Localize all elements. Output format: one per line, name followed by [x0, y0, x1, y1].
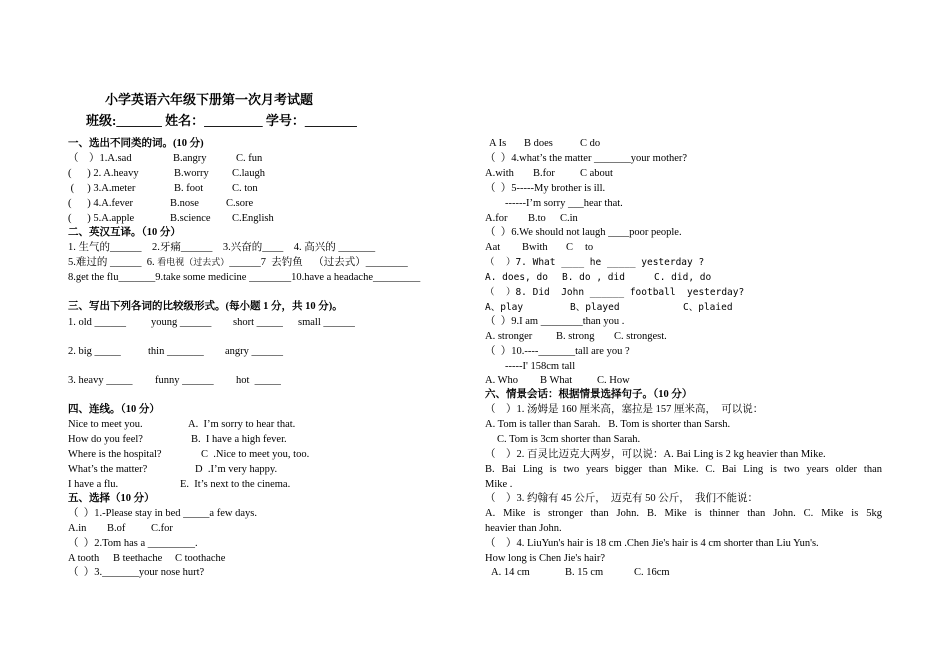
s6-q3: （ ）3. 约翰有 45 公斤， 迈克有 50 公斤， 我们不能说：: [485, 493, 758, 504]
s4-left-item: Nice to meet you.: [68, 419, 143, 430]
s1-q1-b: B.angry: [173, 153, 207, 164]
section-3-heading: 三、写出下列各词的比较级形式。(每小题 1 分，共 10 分)。: [68, 301, 343, 312]
section-1-heading: 一、选出不同类的词。(10 分): [68, 138, 204, 149]
s3-item: short _____: [233, 317, 283, 328]
s1-q5-b: B.science: [170, 213, 211, 224]
s5-q7-opt: B. do , did: [562, 272, 625, 283]
s5-q9-opt: C. strongest.: [614, 331, 667, 342]
s1-q3-c: C. ton: [232, 183, 258, 194]
s4-left-item: I have a flu.: [68, 479, 119, 490]
s6-q3-b: heavier than John.: [485, 523, 562, 534]
s3-item: hot _____: [236, 375, 281, 386]
s5-q1-opt: C.for: [151, 523, 173, 534]
s1-q3-b: B. foot: [174, 183, 204, 194]
s5-q4: （ ）4.what’s the matter _______your mother?: [485, 153, 688, 164]
section-4-heading: 四、连线。（10 分）: [68, 404, 160, 415]
s5-q8-opt: A、play: [485, 302, 524, 313]
s2-line-1: 1. 生气的______ 2.牙痛______ 3.兴奋的____ 4. 高兴的 _______: [68, 242, 376, 253]
s3-item: young ______: [151, 317, 212, 328]
s1-q4: ( ) 4.A.fever: [68, 198, 134, 209]
s5-q3: （ ）3._______your nose hurt?: [68, 567, 205, 578]
s3-item: thin _______: [148, 346, 204, 357]
s5-q2: （ ）2.Tom has a _________.: [68, 538, 198, 549]
s5-q2-opt: A tooth: [68, 553, 100, 564]
s5-q8-opt: B、played: [570, 302, 620, 313]
s5-q3-opt: A Is: [489, 138, 507, 149]
s6-q3-a: A. Mike is stronger than John. B. Mike is thinner than John. C. Mike is 5kg: [485, 508, 882, 519]
s5-q6: （ ）6.We should not laugh ____poor people.: [485, 227, 682, 238]
s3-item: 1. old ______: [68, 317, 127, 328]
s1-q2-c: C.laugh: [232, 168, 265, 179]
s6-q4-opt: B. 15 cm: [565, 567, 604, 578]
s4-right-item: D .I’m very happy.: [195, 464, 278, 475]
s5-q3-opt: C do: [580, 138, 601, 149]
student-info-line: 班级:_______ 姓名：_________ 学号：________: [86, 113, 357, 128]
s4-left-item: What’s the matter?: [68, 464, 148, 475]
s5-q9: （ ）9.I am ________than you .: [485, 316, 625, 327]
s5-q2-opt: B teethache: [113, 553, 163, 564]
s5-q8-opt: C、plaied: [683, 302, 733, 313]
s5-q6-opt: to: [585, 242, 594, 253]
s1-q1-c: C. fun: [236, 153, 263, 164]
s6-q1-c: C. Tom is 3cm shorter than Sarah.: [497, 434, 641, 445]
s5-q9-opt: A. stronger: [485, 331, 533, 342]
s2-line-2c: ______7 去钓鱼 （过去式）________: [229, 257, 408, 268]
s6-q4-b: How long is Chen Jie's hair?: [485, 553, 606, 564]
section-5-heading: 五、选择（10 分）: [68, 493, 155, 504]
s5-q4-opt: A.with: [485, 168, 514, 179]
s6-q1-a: A. Tom is taller than Sarah. B. Tom is shorter than Sarsh.: [485, 419, 731, 430]
s3-item: angry ______: [225, 346, 284, 357]
s5-q7-opt: A. does, do: [485, 272, 548, 283]
s6-q2-c: Mike .: [485, 479, 513, 490]
s5-q7: （ ）7. What ____ he _____ yesterday ?: [485, 257, 705, 268]
s1-q1: （ ）1.A.sad: [68, 153, 132, 164]
s4-left-item: How do you feel?: [68, 434, 143, 445]
s5-q6-opt: Bwith: [522, 242, 548, 253]
section-6-heading: 六、情景会话：根据情景选择句子。（10 分）: [485, 389, 693, 400]
s5-q1-opt: B.of: [107, 523, 126, 534]
s5-q2-opt: C toothache: [175, 553, 226, 564]
s6-q4: （ ）4. LiuYun's hair is 18 cm .Chen Jie's hair is 4 cm shorter than Liu Yun's.: [485, 538, 819, 549]
s5-q9-opt: B. strong: [556, 331, 595, 342]
s1-q4-c: C.sore: [226, 198, 254, 209]
s6-q4-opt: A. 14 cm: [491, 567, 530, 578]
s6-q1: （ ）1. 汤姆是 160 厘米高，塞拉是 157 厘米高， 可以说：: [485, 404, 764, 415]
s5-q4-opt: C about: [580, 168, 613, 179]
s5-q5-opt: C.in: [560, 213, 578, 224]
page-title: 小学英语六年级下册第一次月考试题: [105, 92, 314, 107]
s5-q5-reply: ------I’m sorry ___hear that.: [505, 198, 623, 209]
s5-q5-opt: A.for: [485, 213, 508, 224]
s3-item: small ______: [298, 317, 355, 328]
s5-q10-opt: C. How: [597, 375, 630, 386]
s5-q6-opt: C: [566, 242, 574, 253]
section-2-heading: 二、英汉互译。（10 分）: [68, 227, 181, 238]
s3-item: funny ______: [155, 375, 214, 386]
s1-q5: ( ) 5.A.apple: [68, 213, 135, 224]
s5-q8: （ ）8. Did John ______ football yesterday?: [485, 287, 745, 298]
s1-q5-c: C.English: [232, 213, 274, 224]
s5-q10-opt: A. Who: [485, 375, 519, 386]
s2-line-2b: 看电视（过去式）: [157, 257, 230, 267]
s5-q7-opt: C. did, do: [654, 272, 712, 283]
s6-q2-b: B. Bai Ling is two years bigger than Mike. C. Bai Ling is two years older than: [485, 464, 882, 475]
s6-q4-opt: C. 16cm: [634, 567, 670, 578]
s4-left-item: Where is the hospital?: [68, 449, 162, 460]
s4-right-item: E. It’s next to the cinema.: [180, 479, 291, 490]
s2-line-2: [68, 256, 408, 269]
s5-q5-opt: B.to: [528, 213, 546, 224]
s1-q2: ( ) 2. A.heavy: [68, 168, 139, 179]
s1-q3: ( ) 3.A.meter: [68, 183, 136, 194]
s6-q2: （ ）2. 百灵比迈克大两岁，可以说：A. Bai Ling is 2 kg heavier than Mike.: [485, 449, 826, 460]
s5-q3-opt: B does: [524, 138, 553, 149]
s5-q4-opt: B.for: [533, 168, 555, 179]
s5-q10: （ ）10.----_______tall are you ?: [485, 346, 630, 357]
s3-item: 3. heavy _____: [68, 375, 133, 386]
s1-q4-b: B.nose: [170, 198, 199, 209]
s3-item: 2. big _____: [68, 346, 121, 357]
s4-right-item: B. I have a high fever.: [191, 434, 287, 445]
s2-line-3: 8.get the flu_______9.take some medicine ________10.have a headache_________: [68, 272, 421, 283]
s5-q6-opt: Aat: [485, 242, 501, 253]
s5-q1: （ ）1.-Please stay in bed _____a few days.: [68, 508, 257, 519]
s5-q1-opt: A.in: [68, 523, 87, 534]
s2-line-2a: 5.难过的 ______ 6.: [68, 257, 155, 268]
s5-q5: （ ）5-----My brother is ill.: [485, 183, 606, 194]
s4-right-item: C .Nice to meet you, too.: [201, 449, 310, 460]
s5-q10-reply: -----I' 158cm tall: [505, 361, 576, 372]
s4-right-item: A. I’m sorry to hear that.: [188, 419, 296, 430]
s1-q2-b: B.worry: [174, 168, 209, 179]
s5-q10-opt: B What: [540, 375, 573, 386]
